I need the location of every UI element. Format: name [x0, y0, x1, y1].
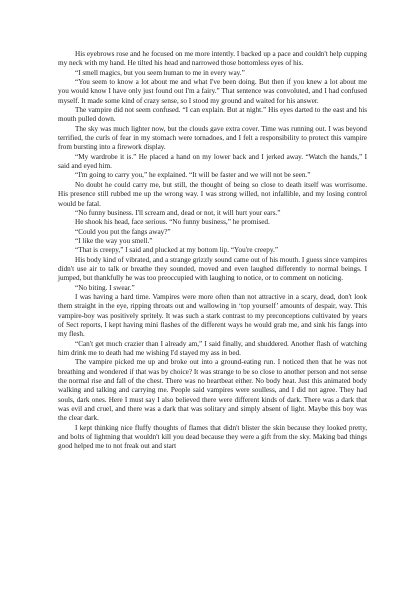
paragraph: “Can't get much crazier than I already am,” I said finally, and shuddered. Another flash of watching him drink me to death had me wishing I'd stayed my ass in bed. [58, 339, 367, 357]
paragraph: I was having a hard time. Vampires were more often than not attractive in a scary, dead, don't look them straight in the eye, ripping throats out and wallowing in ‘top yourself’ amounts of despair, way. This vampire-boy was positively spritely. It was such a stark contrast to my preconceptions cultivated by years of Sect reports, I kept having mini flashes of the different ways he would grab me, and sink his fangs into my flesh. [58, 292, 367, 339]
paragraph: No doubt he could carry me, but still, the thought of being so close to death itself was worrisome. His presence still rubbed me up the wrong way. I was strong willed, not infallible, and my losing control would be fatal. [58, 180, 367, 208]
paragraph: His eyebrows rose and he focused on me more intently. I backed up a pace and couldn't help cupping my neck with my hand. He tilted his head and narrowed those bottomless eyes of his. [58, 50, 367, 68]
paragraph: “No funny business. I'll scream and, dead or not, it will hurt your ears.” [75, 208, 281, 217]
paragraph: “That is creepy,” I said and plucked at my bottom lip. “You're creepy.” [75, 246, 279, 255]
paragraph: “No biting. I swear.” [75, 283, 135, 292]
paragraph: The sky was much lighter now, but the clouds gave extra cover. Time was running out. I was beyond terrified, the curls of fear in my stomach were tornadoes, and I felt a responsibility to protect this vampire from bursting into a firework display. [58, 124, 367, 152]
paragraph: The vampire picked me up and broke out into a ground-eating run. I noticed then that he was not breathing and wondered if that was by choice? It was strange to be so close to another person and not sense the normal rise and fall of the chest. There was no heartbeat either. No body heat. Just this animated body walking and talking and carrying me. People said vampires were soulless, and I did not agree. They had souls, dark ones. Here I must say I also believed there were different kinds of dark. There was a dark that was evil and cruel, and there was a dark that was solitary and simply absent of light. Maybe this boy was the clear dark. [58, 358, 367, 423]
paragraph: “I like the way you smell.” [75, 236, 153, 245]
paragraph: “I'm going to carry you,” he explained. “It will be faster and we will not be seen.” [75, 171, 311, 180]
paragraph: “My wardrobe it is.” He placed a hand on my lower back and I jerked away. “Watch the hands,” I said and eyed him. [58, 152, 367, 171]
paragraph: “You seem to know a lot about me and what I've been doing. But then if you knew a lot about me you would know I have only just found out I'm a fairy.” That sentence was convoluted, and I had confused myself. It made some kind of crazy sense, so I stood my ground and waited for his answer. [58, 78, 367, 105]
paragraph: He shook his head, face serious. “No funny business,” he promised. [75, 218, 270, 227]
paragraph: “I smell magics, but you seem human to me in every way.” [75, 68, 245, 77]
paragraph: I kept thinking nice fluffy thoughts of flames that didn't blister the skin because they looked pretty, and bolts of lightning that wouldn't kill you dead because they were a gift from the sky. Making bad things good helped me to not freak out and start [58, 423, 367, 451]
paragraph: The vampire did not seem confused. “I can explain. But at night.” His eyes darted to the east and his mouth pulled down. [58, 106, 367, 124]
body-text [58, 50, 367, 452]
paragraph: His body kind of vibrated, and a strange grizzly sound came out of his mouth. I guess since vampires didn't use air to talk or breathe they sounded, moved and even laughed differently to normal beings. I jumped, but thankfully he was too preoccupied with laughing to notice, or to comment on noticing. [58, 255, 367, 283]
paragraph: “Could you put the fangs away?” [75, 227, 171, 236]
